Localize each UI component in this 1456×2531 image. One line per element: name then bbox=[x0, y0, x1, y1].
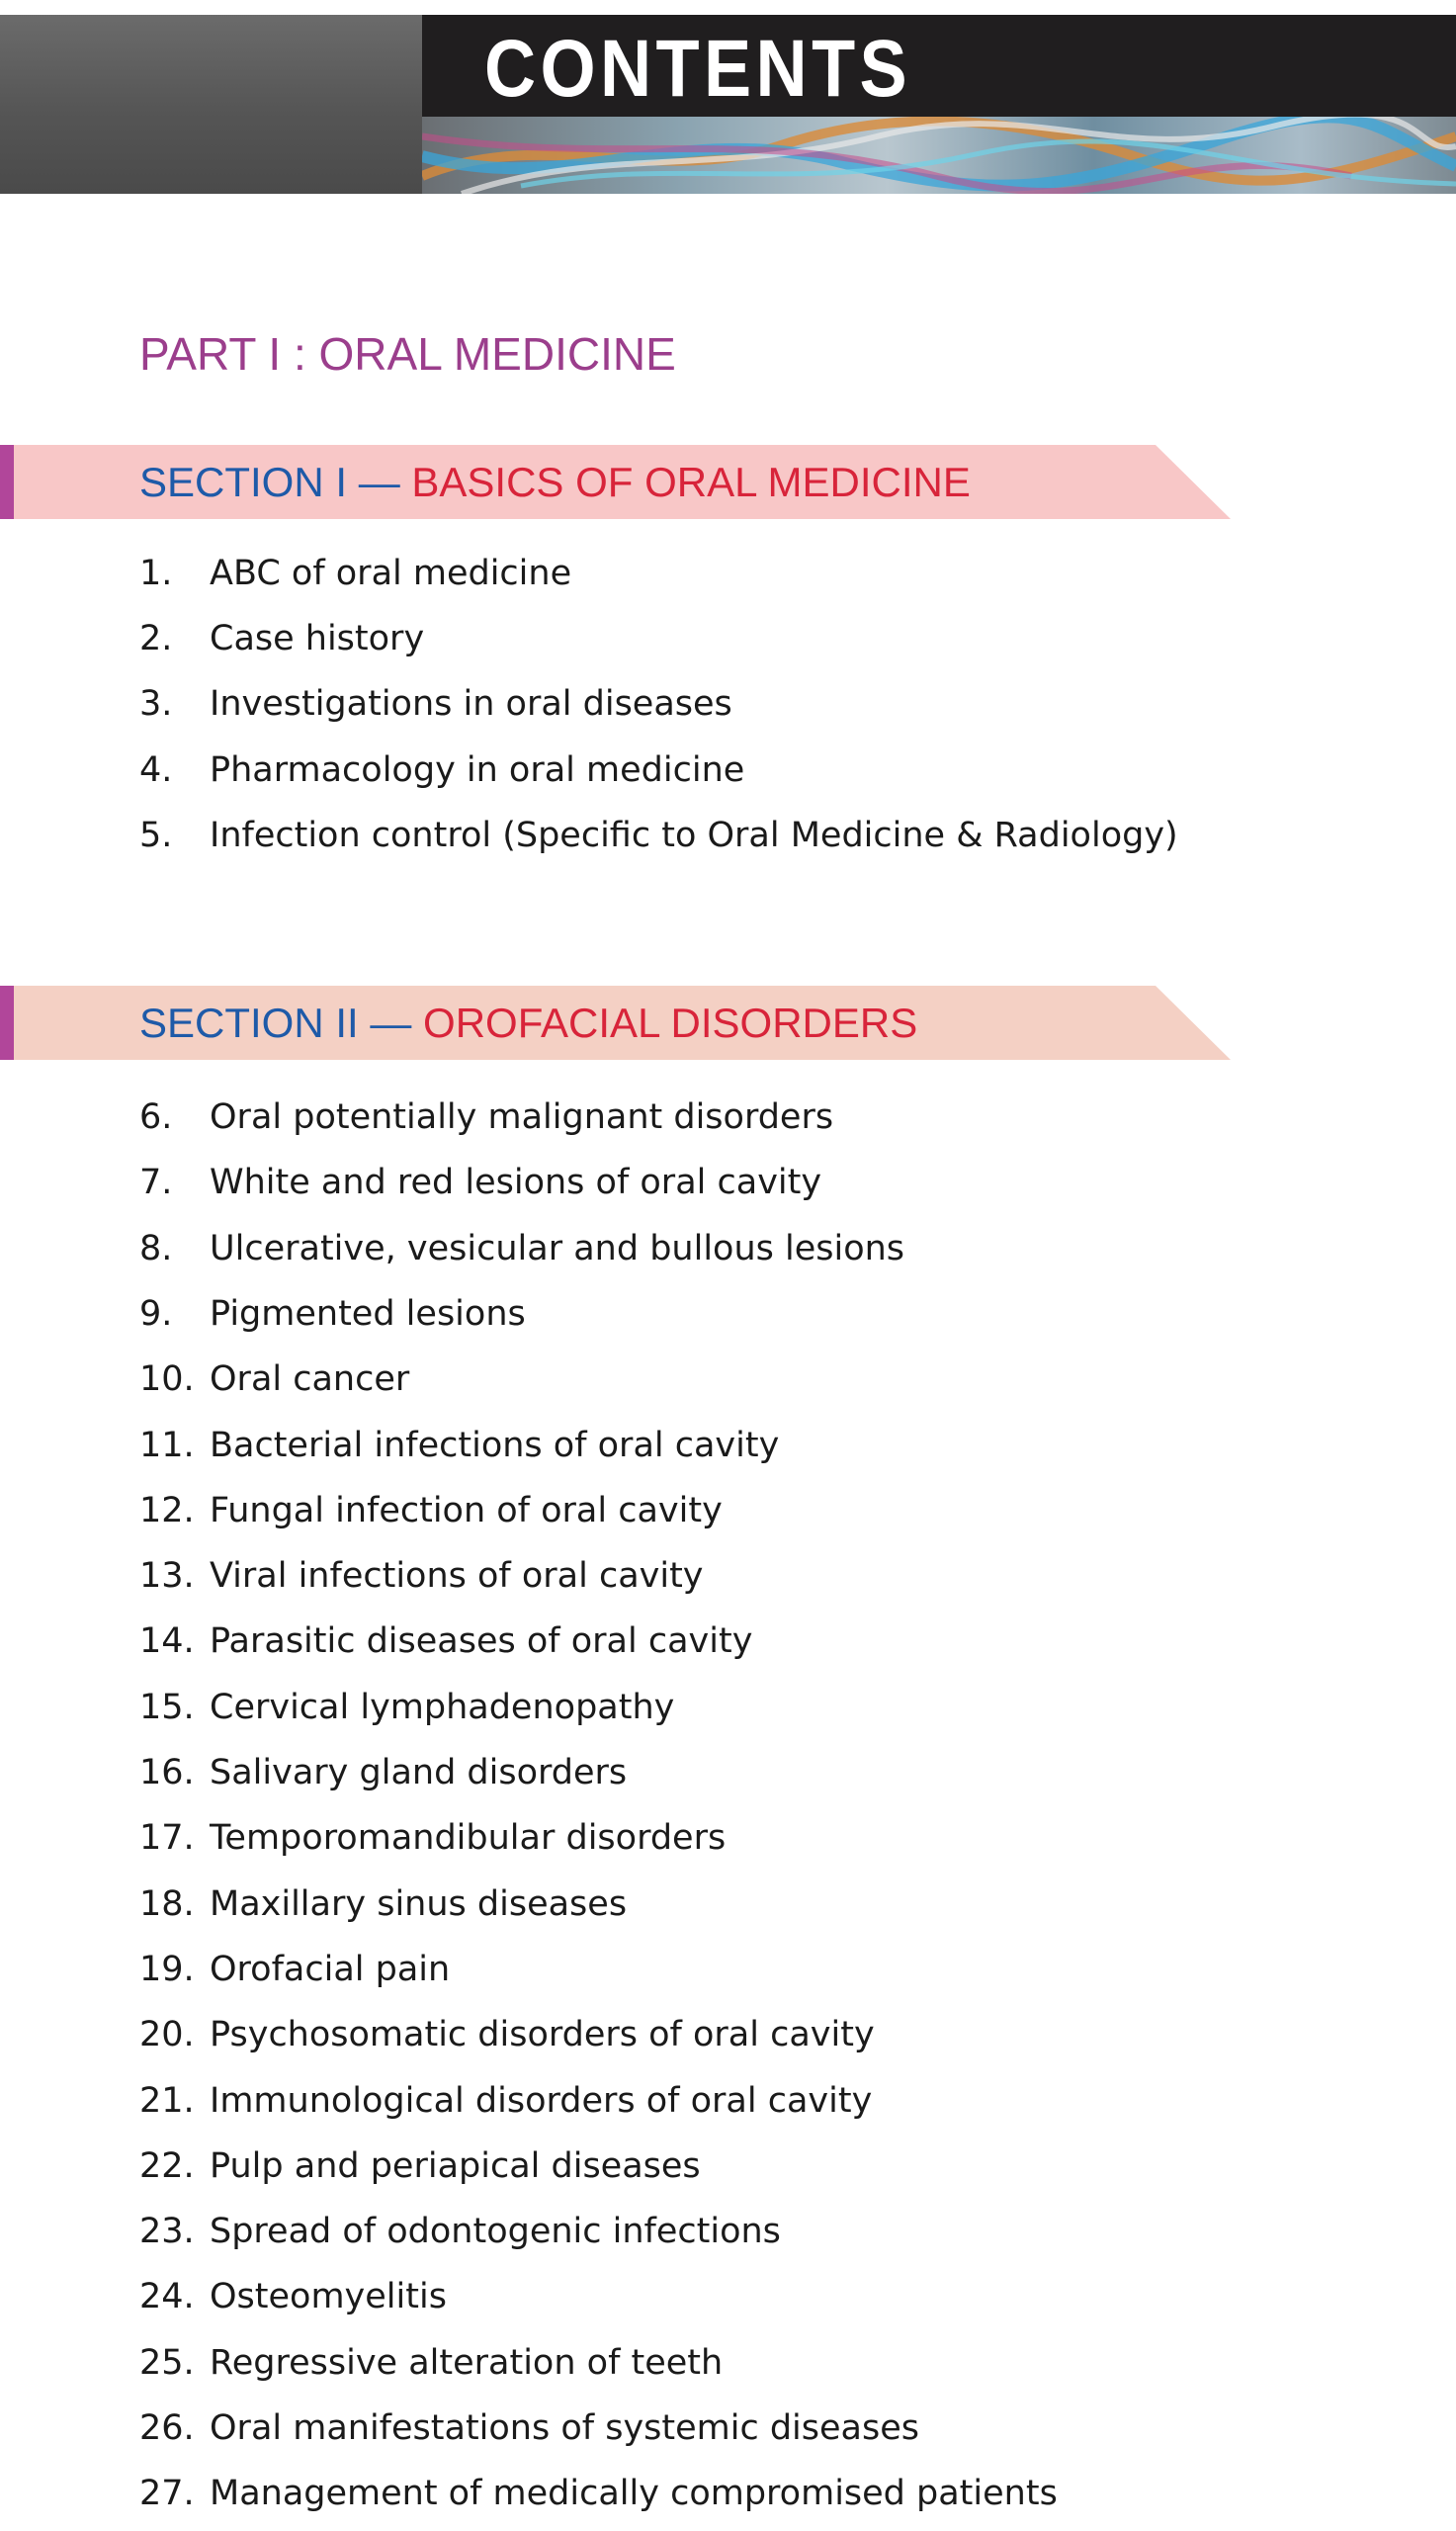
chapter-title: Orofacial pain bbox=[210, 1949, 451, 1989]
chapter-title: Oral manifestations of systemic diseases bbox=[210, 2408, 919, 2448]
chapter-number: 16. bbox=[139, 1753, 195, 1792]
toc-chapter-item bbox=[0, 1158, 1384, 1207]
chapter-title: Case history bbox=[210, 619, 425, 659]
chapter-title: Pigmented lesions bbox=[210, 1293, 526, 1334]
toc-chapter-item bbox=[0, 2010, 1384, 2059]
chapter-number: 4. bbox=[139, 749, 173, 790]
chapter-number: 3. bbox=[139, 684, 173, 725]
chapter-title: Management of medically compromised patients bbox=[210, 2474, 1058, 2514]
header-decorative-swirl-image bbox=[422, 117, 1456, 194]
chapter-title: Bacterial infections of oral cavity bbox=[210, 1425, 780, 1465]
section-accent-bar bbox=[0, 986, 14, 1060]
toc-chapter-item bbox=[0, 1224, 1384, 1273]
chapter-number: 26. bbox=[139, 2408, 195, 2448]
toc-chapter-item bbox=[0, 679, 1384, 729]
chapter-number: 2. bbox=[139, 619, 173, 659]
chapter-title: Investigations in oral diseases bbox=[210, 684, 732, 725]
page-header bbox=[0, 0, 1456, 194]
toc-chapter-item bbox=[0, 811, 1384, 860]
chapter-title: Salivary gland disorders bbox=[210, 1753, 628, 1792]
section-accent-bar bbox=[0, 445, 14, 519]
chapter-number: 10. bbox=[139, 1359, 195, 1400]
chapter-number: 6. bbox=[139, 1097, 173, 1137]
chapter-number: 21. bbox=[139, 2080, 195, 2121]
part-title: PART I : ORAL MEDICINE bbox=[139, 328, 676, 380]
page-title: CONTENTS bbox=[484, 24, 912, 114]
chapter-title: Temporomandibular disorders bbox=[210, 1818, 727, 1859]
toc-chapter-item bbox=[0, 1486, 1384, 1535]
chapter-title: Infection control (Specific to Oral Medicine & Radiology) bbox=[210, 815, 1178, 855]
chapter-title: Pulp and periapical diseases bbox=[210, 2145, 701, 2186]
toc-chapter-item bbox=[0, 1092, 1384, 1142]
chapter-number: 17. bbox=[139, 1818, 195, 1859]
chapter-number: 25. bbox=[139, 2342, 195, 2383]
toc-chapter-item bbox=[0, 1289, 1384, 1339]
toc-chapter-item bbox=[0, 1879, 1384, 1929]
chapter-number: 7. bbox=[139, 1163, 173, 1203]
chapter-title: Spread of odontogenic infections bbox=[210, 2212, 781, 2252]
section-heading bbox=[139, 994, 917, 1053]
chapter-title: Psychosomatic disorders of oral cavity bbox=[210, 2015, 875, 2055]
section-name: BASICS OF ORAL MEDICINE bbox=[411, 459, 971, 505]
toc-chapter-item bbox=[0, 1748, 1384, 1797]
toc-chapter-item bbox=[0, 2272, 1384, 2321]
header-grey-block bbox=[0, 15, 422, 194]
chapter-title: Viral infections of oral cavity bbox=[210, 1556, 704, 1597]
chapter-title: Fungal infection of oral cavity bbox=[210, 1490, 723, 1530]
section-banner-1 bbox=[0, 445, 1231, 519]
chapter-number: 24. bbox=[139, 2277, 195, 2317]
chapter-title: Cervical lymphadenopathy bbox=[210, 1687, 675, 1727]
chapter-number: 12. bbox=[139, 1490, 195, 1530]
toc-chapter-item bbox=[0, 1616, 1384, 1666]
toc-chapter-item bbox=[0, 2469, 1384, 2518]
chapter-number: 8. bbox=[139, 1228, 173, 1268]
toc-chapter-item bbox=[0, 1421, 1384, 1470]
toc-chapter-item bbox=[0, 2207, 1384, 2256]
toc-chapter-item bbox=[0, 2141, 1384, 2191]
section-number: SECTION II — bbox=[139, 1000, 424, 1046]
chapter-title: Ulcerative, vesicular and bullous lesions bbox=[210, 1228, 905, 1268]
chapter-title: Maxillary sinus diseases bbox=[210, 1883, 628, 1924]
chapter-number: 1. bbox=[139, 554, 173, 593]
chapter-title: ABC of oral medicine bbox=[210, 554, 572, 593]
chapter-number: 27. bbox=[139, 2474, 195, 2514]
chapter-number: 22. bbox=[139, 2145, 195, 2186]
section-heading bbox=[139, 453, 971, 512]
section-number: SECTION I — bbox=[139, 459, 412, 505]
chapter-number: 18. bbox=[139, 1883, 195, 1924]
chapter-number: 9. bbox=[139, 1293, 173, 1334]
chapter-title: White and red lesions of oral cavity bbox=[210, 1163, 822, 1203]
toc-chapter-item bbox=[0, 1945, 1384, 1994]
toc-chapter-item bbox=[0, 2403, 1384, 2453]
chapter-number: 13. bbox=[139, 1556, 195, 1597]
chapter-number: 11. bbox=[139, 1425, 195, 1465]
section-name: OROFACIAL DISORDERS bbox=[423, 1000, 918, 1046]
toc-chapter-item bbox=[0, 2076, 1384, 2126]
toc-chapter-item bbox=[0, 1551, 1384, 1601]
toc-chapter-item bbox=[0, 745, 1384, 795]
toc-chapter-item bbox=[0, 549, 1384, 598]
section-banner-2 bbox=[0, 986, 1231, 1060]
chapter-number: 20. bbox=[139, 2015, 195, 2055]
chapter-number: 14. bbox=[139, 1621, 195, 1662]
toc-chapter-item bbox=[0, 1354, 1384, 1404]
chapter-title: Regressive alteration of teeth bbox=[210, 2342, 724, 2383]
chapter-title: Pharmacology in oral medicine bbox=[210, 749, 745, 790]
chapter-number: 5. bbox=[139, 815, 173, 855]
toc-chapter-item bbox=[0, 1813, 1384, 1863]
chapter-title: Osteomyelitis bbox=[210, 2277, 447, 2317]
chapter-title: Oral cancer bbox=[210, 1359, 410, 1400]
toc-chapter-item bbox=[0, 2338, 1384, 2388]
chapter-title: Oral potentially malignant disorders bbox=[210, 1097, 834, 1137]
toc-chapter-item bbox=[0, 1683, 1384, 1732]
chapter-title: Parasitic diseases of oral cavity bbox=[210, 1621, 753, 1662]
chapter-number: 15. bbox=[139, 1687, 195, 1727]
chapter-title: Immunological disorders of oral cavity bbox=[210, 2080, 873, 2121]
chapter-number: 19. bbox=[139, 1949, 195, 1989]
toc-chapter-item bbox=[0, 614, 1384, 663]
chapter-number: 23. bbox=[139, 2212, 195, 2252]
